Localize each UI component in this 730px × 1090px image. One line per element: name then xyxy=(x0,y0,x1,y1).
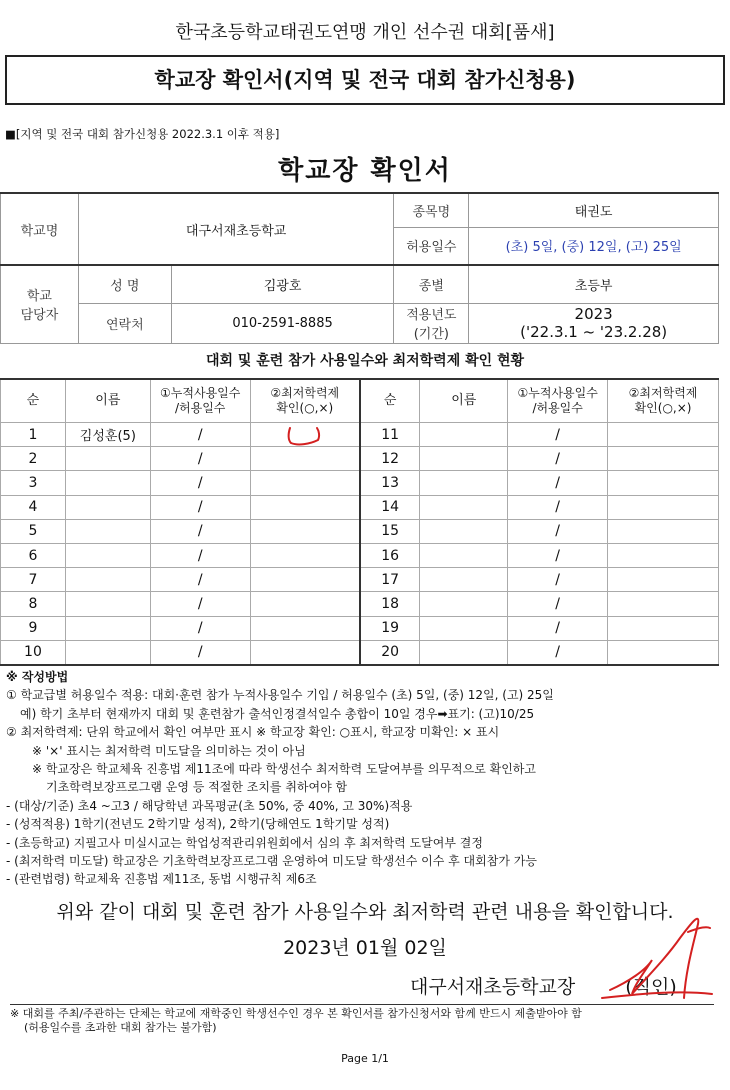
row-min xyxy=(250,616,360,640)
table-row xyxy=(1,616,719,640)
info-table xyxy=(0,192,719,344)
row-num: 17 xyxy=(360,568,420,592)
year-label-line1: 적용년도 xyxy=(406,308,457,323)
row-days: / xyxy=(150,495,250,519)
row-name xyxy=(65,592,150,616)
row-num: 4 xyxy=(1,495,66,519)
instruction-line: - (성적적용) 1학기(전년도 2학기말 성적), 2학기(당해연도 1학기말 성적) xyxy=(6,817,390,832)
row-min xyxy=(250,447,360,471)
instruction-line: ② 최저학력제: 단위 학교에서 확인 여부만 표시 ※ 학교장 확인: ○표시, 학교장 미확인: × 표시 xyxy=(6,725,500,740)
page-number: Page 1/1 xyxy=(341,1052,389,1065)
row-name xyxy=(420,519,508,543)
row-num: 14 xyxy=(360,495,420,519)
school-name: 대구서재초등학교 xyxy=(78,193,394,265)
allowed-days-value: (초) 5일, (중) 12일, (고) 25일 xyxy=(469,227,719,265)
table-row xyxy=(1,640,719,665)
row-min xyxy=(250,495,360,519)
table-row xyxy=(1,495,719,519)
form-title: 학교장 확인서(지역 및 전국 대회 참가신청용) xyxy=(5,55,725,105)
instruction-line: ※ 학교장은 학교체육 진흥법 제11조에 따라 학생선수 최저학력 도달여부를 의무적으로 확인하고 xyxy=(32,762,536,777)
phone-value: 010-2591-8885 xyxy=(171,303,394,343)
row-min xyxy=(250,568,360,592)
footnote-line: ※ 대회를 주최/주관하는 단체는 학교에 재학중인 학생선수인 경우 본 확인서를 참가신청서와 함께 반드시 제출받아야 함 xyxy=(10,1007,582,1020)
manager-name: 김광호 xyxy=(171,265,394,303)
row-min xyxy=(250,640,360,665)
row-name xyxy=(65,543,150,567)
footnote-line: (허용일수를 초과한 대회 참가는 불가함) xyxy=(24,1021,217,1034)
event-header: 한국초등학교태권도연맹 개인 선수권 대회[품새] xyxy=(175,22,555,43)
row-num: 10 xyxy=(1,640,66,665)
table-row xyxy=(1,519,719,543)
row-name xyxy=(420,495,508,519)
header-days-line1: ①누적사용일수 xyxy=(160,386,241,400)
year-value: 2023 xyxy=(574,305,613,323)
row-min xyxy=(250,423,360,447)
category-value: 초등부 xyxy=(469,265,719,303)
row-num: 13 xyxy=(360,471,420,495)
row-days: / xyxy=(150,640,250,665)
header-min-right xyxy=(608,379,719,423)
row-name xyxy=(65,495,150,519)
row-days: / xyxy=(508,495,608,519)
manager-label-line2: 담당자 xyxy=(20,308,59,324)
row-days: / xyxy=(508,543,608,567)
row-num: 6 xyxy=(1,543,66,567)
row-min xyxy=(608,568,719,592)
row-num: 8 xyxy=(1,592,66,616)
row-num: 20 xyxy=(360,640,420,665)
row-num: 3 xyxy=(1,471,66,495)
row-days: / xyxy=(150,592,250,616)
row-days: / xyxy=(508,423,608,447)
row-num: 19 xyxy=(360,616,420,640)
row-min xyxy=(608,447,719,471)
instructions-title: ※ 작성방법 xyxy=(6,670,69,684)
header-min-left xyxy=(250,379,360,423)
applicability-note: ■[지역 및 전국 대회 참가신청용 2022.3.1 이후 적용] xyxy=(5,127,280,141)
row-days: / xyxy=(150,616,250,640)
row-num: 5 xyxy=(1,519,66,543)
usage-table xyxy=(0,378,719,666)
manager-label-line1: 학교 xyxy=(26,289,52,305)
row-days: / xyxy=(150,519,250,543)
header-min-line2: 확인(○,×) xyxy=(276,401,334,415)
table-row xyxy=(1,447,719,471)
row-name xyxy=(65,568,150,592)
principal-title: 대구서재초등학교장 xyxy=(410,976,576,998)
row-min xyxy=(608,495,719,519)
row-num: 12 xyxy=(360,447,420,471)
row-days: / xyxy=(508,640,608,665)
confirmation-statement: 위와 같이 대회 및 훈련 참가 사용일수와 최저학력 관련 내용을 확인합니다. xyxy=(56,901,674,923)
row-min xyxy=(250,592,360,616)
row-days: / xyxy=(508,519,608,543)
row-name: 김성훈(5) xyxy=(65,423,150,447)
row-days: / xyxy=(508,568,608,592)
document-title: 학교장 확인서 xyxy=(278,156,452,186)
row-days: / xyxy=(508,447,608,471)
row-num: 2 xyxy=(1,447,66,471)
instructions-block xyxy=(6,668,554,889)
instruction-line: 예) 학기 초부터 현재까지 대회 및 훈련참가 출석인정결석일수 총합이 10일 경우➡표기: (고)10/25 xyxy=(20,706,535,721)
header-days-line2: /허용일수 xyxy=(174,401,226,415)
header-num-left: 순 xyxy=(1,379,66,423)
row-days: / xyxy=(150,543,250,567)
row-days: / xyxy=(508,592,608,616)
row-num: 15 xyxy=(360,519,420,543)
row-min xyxy=(608,616,719,640)
row-min xyxy=(608,519,719,543)
instruction-line: - (관련법령) 학교체육 진흥법 제11조, 동법 시행규칙 제6조 xyxy=(6,872,317,887)
row-days: / xyxy=(150,423,250,447)
row-days: / xyxy=(150,568,250,592)
sport-label: 종목명 xyxy=(394,193,469,227)
instruction-line: ※ '×' 표시는 최저학력 미도달을 의미하는 것이 아님 xyxy=(32,743,306,758)
row-name xyxy=(65,640,150,665)
table-row xyxy=(1,543,719,567)
manager-label xyxy=(1,265,79,343)
row-name xyxy=(420,423,508,447)
header-days-line2: /허용일수 xyxy=(532,401,583,415)
table-row xyxy=(1,471,719,495)
header-name-left: 이름 xyxy=(65,379,150,423)
row-num: 11 xyxy=(360,423,420,447)
instruction-line: - (초등학교) 지필고사 미실시교는 학업성적관리위원회에서 심의 후 최저학력 도달여부 결정 xyxy=(6,835,483,850)
instruction-line: - (대상/기준) 초4 ~고3 / 해당학년 과목평균(초 50%, 중 40%, 고 30%)적용 xyxy=(6,798,413,813)
header-min-line2: 확인(○,×) xyxy=(634,401,692,415)
table-row xyxy=(1,423,719,447)
row-name xyxy=(420,543,508,567)
row-name xyxy=(420,640,508,665)
row-num: 18 xyxy=(360,592,420,616)
row-min xyxy=(608,471,719,495)
row-num: 1 xyxy=(1,423,66,447)
instruction-line: ① 학교급별 허용일수 적용: 대회·훈련 참가 누적사용일수 기입 / 허용일수 (초) 5일, (중) 12일, (고) 25일 xyxy=(6,688,554,703)
year-cell xyxy=(469,303,719,343)
table-subtitle: 대회 및 훈련 참가 사용일수와 최저학력제 확인 현황 xyxy=(205,353,525,369)
sport-value: 태권도 xyxy=(469,193,719,227)
instruction-line: - (최저학력 미도달) 학교장은 기초학력보장프로그램 운영하여 미도달 학생선수 이수 후 대회참가 가능 xyxy=(6,854,537,869)
row-min xyxy=(608,640,719,665)
row-num: 7 xyxy=(1,568,66,592)
header-days-right xyxy=(508,379,608,423)
row-name xyxy=(65,447,150,471)
row-name xyxy=(420,447,508,471)
row-min xyxy=(250,543,360,567)
row-days: / xyxy=(150,447,250,471)
table-row xyxy=(1,592,719,616)
row-name xyxy=(420,568,508,592)
principal-signature-line xyxy=(410,972,677,999)
row-name xyxy=(420,471,508,495)
period-value: ('22.3.1 ~ '23.2.28) xyxy=(520,323,668,341)
row-min xyxy=(608,592,719,616)
table-row xyxy=(1,568,719,592)
row-name xyxy=(420,592,508,616)
row-name xyxy=(65,519,150,543)
contact-label: 연락처 xyxy=(78,303,171,343)
row-num: 16 xyxy=(360,543,420,567)
row-days: / xyxy=(508,471,608,495)
header-name-right: 이름 xyxy=(420,379,508,423)
category-label: 종별 xyxy=(394,265,469,303)
year-label-line2: (기간) xyxy=(413,327,449,342)
row-days: / xyxy=(150,471,250,495)
footnote xyxy=(10,1004,714,1035)
seal-label: (직인) xyxy=(625,976,677,998)
school-label: 학교명 xyxy=(1,193,79,265)
instruction-line: 기초학력보장프로그램 운영 등 적절한 조치를 취하여야 함 xyxy=(46,780,348,795)
header-min-line1: ②최저학력제 xyxy=(628,386,698,400)
allowed-days-label: 허용일수 xyxy=(394,227,469,265)
header-days-left xyxy=(150,379,250,423)
row-name xyxy=(65,616,150,640)
row-min xyxy=(608,543,719,567)
row-min xyxy=(250,519,360,543)
row-name xyxy=(420,616,508,640)
header-min-line1: ②최저학력제 xyxy=(270,386,340,400)
header-days-line1: ①누적사용일수 xyxy=(517,386,598,400)
row-name xyxy=(65,471,150,495)
row-min xyxy=(250,471,360,495)
name-label: 성 명 xyxy=(78,265,171,303)
issue-date: 2023년 01월 02일 xyxy=(283,937,447,959)
row-num: 9 xyxy=(1,616,66,640)
row-min xyxy=(608,423,719,447)
year-label xyxy=(394,303,469,343)
row-days: / xyxy=(508,616,608,640)
header-num-right: 순 xyxy=(360,379,420,423)
